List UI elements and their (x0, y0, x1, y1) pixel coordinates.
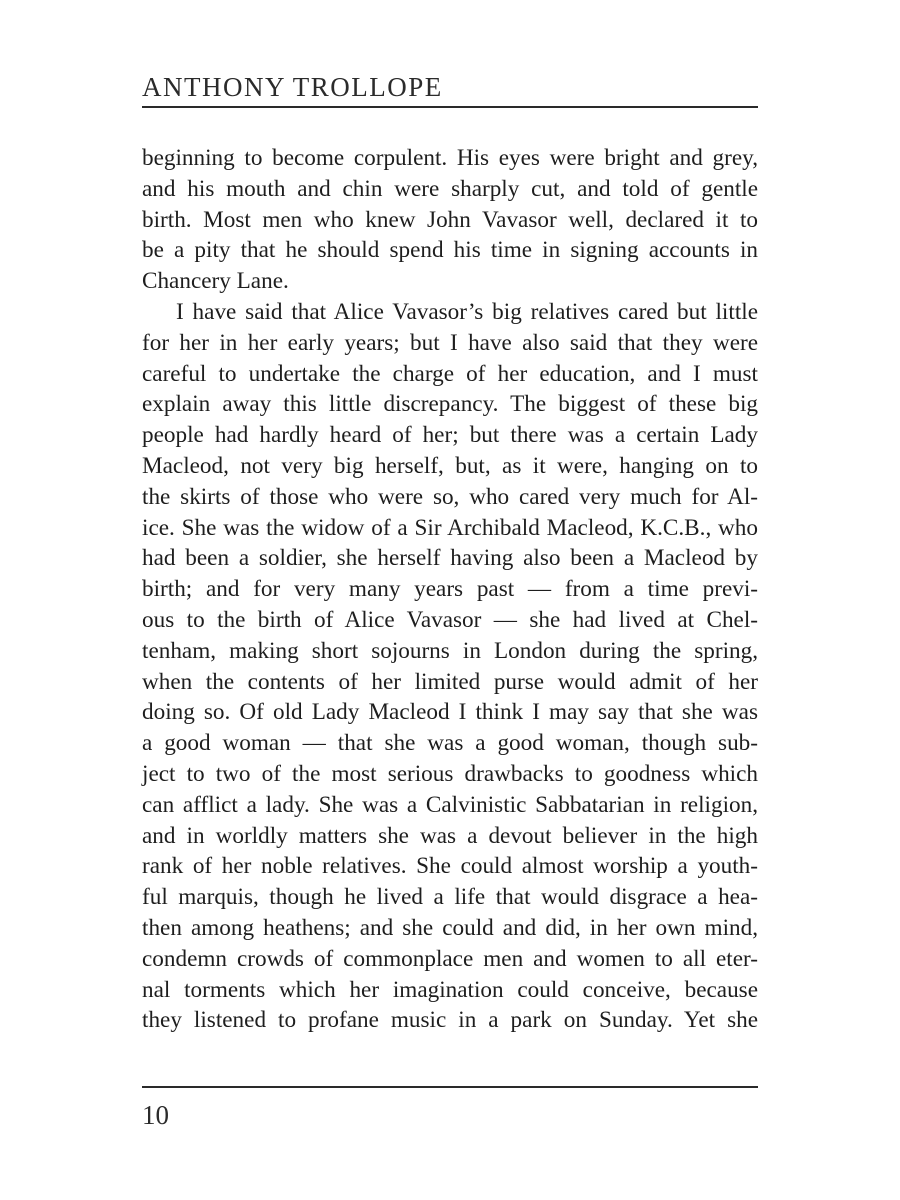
footer-rule (142, 1086, 758, 1088)
text-line: ice. She was the widow of a Sir Archibald Macleod, K.C.B., who (142, 514, 758, 541)
text-line: they listened to profane music in a park on Sunday. Yet she (142, 1007, 758, 1034)
text-line: for her in her early years; but I have also said that they were (142, 329, 758, 356)
text-line: ous to the birth of Alice Vavasor — she had lived at Chel- (142, 606, 758, 633)
text-line: can afflict a lady. She was a Calvinistic Sabbatarian in religion, (142, 791, 758, 818)
text-line: then among heathens; and she could and did, in her own mind, (142, 914, 758, 941)
text-line: birth; and for very many years past — from a time previ- (142, 576, 758, 603)
text-line: birth. Most men who knew John Vavasor well, declared it to (142, 206, 758, 233)
text-line: condemn crowds of commonplace men and women to all eter- (142, 945, 758, 972)
paragraph-first-line: I have said that Alice Vavasor’s big relatives cared but little (176, 298, 758, 325)
text-line: Macleod, not very big herself, but, as it were, hanging on to (142, 452, 758, 479)
text-line: careful to undertake the charge of her education, and I must (142, 360, 758, 387)
header-rule (142, 106, 758, 108)
text-line: and his mouth and chin were sharply cut, and told of gentle (142, 175, 758, 202)
text-line: had been a soldier, she herself having also been a Macleod by (142, 545, 758, 572)
page-number: 10 (142, 1100, 169, 1130)
body-text (142, 143, 758, 1036)
text-line: Chancery Lane. (142, 268, 289, 295)
text-line: ject to two of the most serious drawbacks to goodness which (142, 760, 758, 787)
text-line: when the contents of her limited purse would admit of her (142, 668, 758, 695)
text-line: nal torments which her imagination could conceive, because (142, 976, 758, 1003)
text-line: explain away this little discrepancy. The biggest of these big (142, 391, 758, 418)
text-line: tenham, making short sojourns in London during the spring, (142, 637, 758, 664)
text-line: doing so. Of old Lady Macleod I think I may say that she was (142, 699, 758, 726)
text-line: beginning to become corpulent. His eyes were bright and grey, (142, 145, 758, 171)
text-line: be a pity that he should spend his time in signing accounts in (142, 237, 758, 264)
text-line: a good woman — that she was a good woman, though sub- (142, 730, 758, 757)
text-line: and in worldly matters she was a devout believer in the high (142, 822, 758, 849)
text-line: the skirts of those who were so, who cared very much for Al- (142, 483, 758, 510)
text-line: people had hardly heard of her; but there was a certain Lady (142, 422, 758, 449)
text-line: rank of her noble relatives. She could almost worship a youth- (142, 853, 758, 880)
text-line: ful marquis, though he lived a life that would disgrace a hea- (142, 884, 758, 911)
running-header-author: ANTHONY TROLLOPE (142, 72, 443, 102)
